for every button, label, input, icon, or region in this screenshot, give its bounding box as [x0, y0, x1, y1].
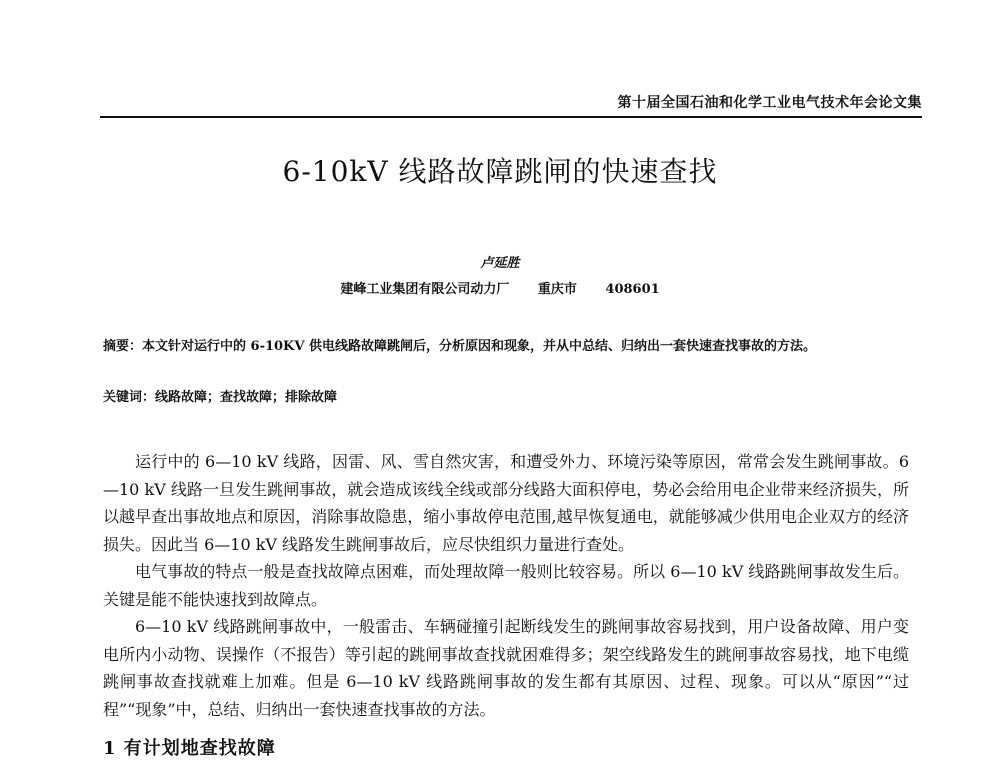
running-header — [100, 88, 922, 118]
section-heading: 1 有计划地查找故障 — [103, 738, 276, 759]
paper-title: 6-10kV 线路故障跳闸的快速查找 — [282, 155, 718, 188]
body-text — [103, 448, 909, 723]
keywords: 关键词：线路故障；查找故障；排除故障 — [103, 390, 338, 405]
affiliation-org: 建峰工业集团有限公司动力厂 — [340, 282, 510, 297]
paragraph: 电气事故的特点一般是查找故障点困难，而处理故障一般则比较容易。所以 6—10 kV 线路跳闸事故发生后。关键是能不能快速找到故障点。 — [103, 562, 909, 609]
paragraph: 运行中的 6—10 kV 线路，因雷、风、雪自然灾害，和遭受外力、环境污染等原因，常常会发生跳闸事故。6—10 kV 线路一旦发生跳闸事故，就会造成该线全线或部分线路大面积停电，势必会给用电企业带来经济损失，所以越早查出事故地点和原因，消除事故隐患，缩小事故停电范围,越早恢复通电，就能够减少供用电企业双方的经济损失。因此当 6—10 kV 线路发生跳闸事故后，应尽快组织力量进行查处。 — [103, 452, 909, 554]
abstract: 摘要：本文针对运行中的 6-10KV 供电线路故障跳闸后，分析原因和现象，并从中总结、归纳出一套快速查找事故的方法。 — [103, 339, 816, 354]
journal-name: 第十届全国石油和化学工业电气技术年会论文集 — [617, 95, 922, 111]
affiliation-postcode: 408601 — [605, 282, 660, 297]
affiliation-city: 重庆市 — [537, 282, 577, 297]
author-name: 卢延胜 — [480, 256, 520, 271]
affiliation — [0, 278, 1000, 297]
paragraph: 6—10 kV 线路跳闸事故中，一般雷击、车辆碰撞引起断线发生的跳闸事故容易找到，用户设备故障、用户变电所内小动物、误操作（不报告）等引起的跳闸事故查找就困难得多；架空线路发生的跳闸事故容易找，地下电缆跳闸事故查找就难上加难。但是 6—10 kV 线路跳闸事故的发生都有其原因、过程、现象。可以从“原因”“过程”“现象”中，总结、归纳出一套快速查找事故的方法。 — [103, 617, 909, 719]
